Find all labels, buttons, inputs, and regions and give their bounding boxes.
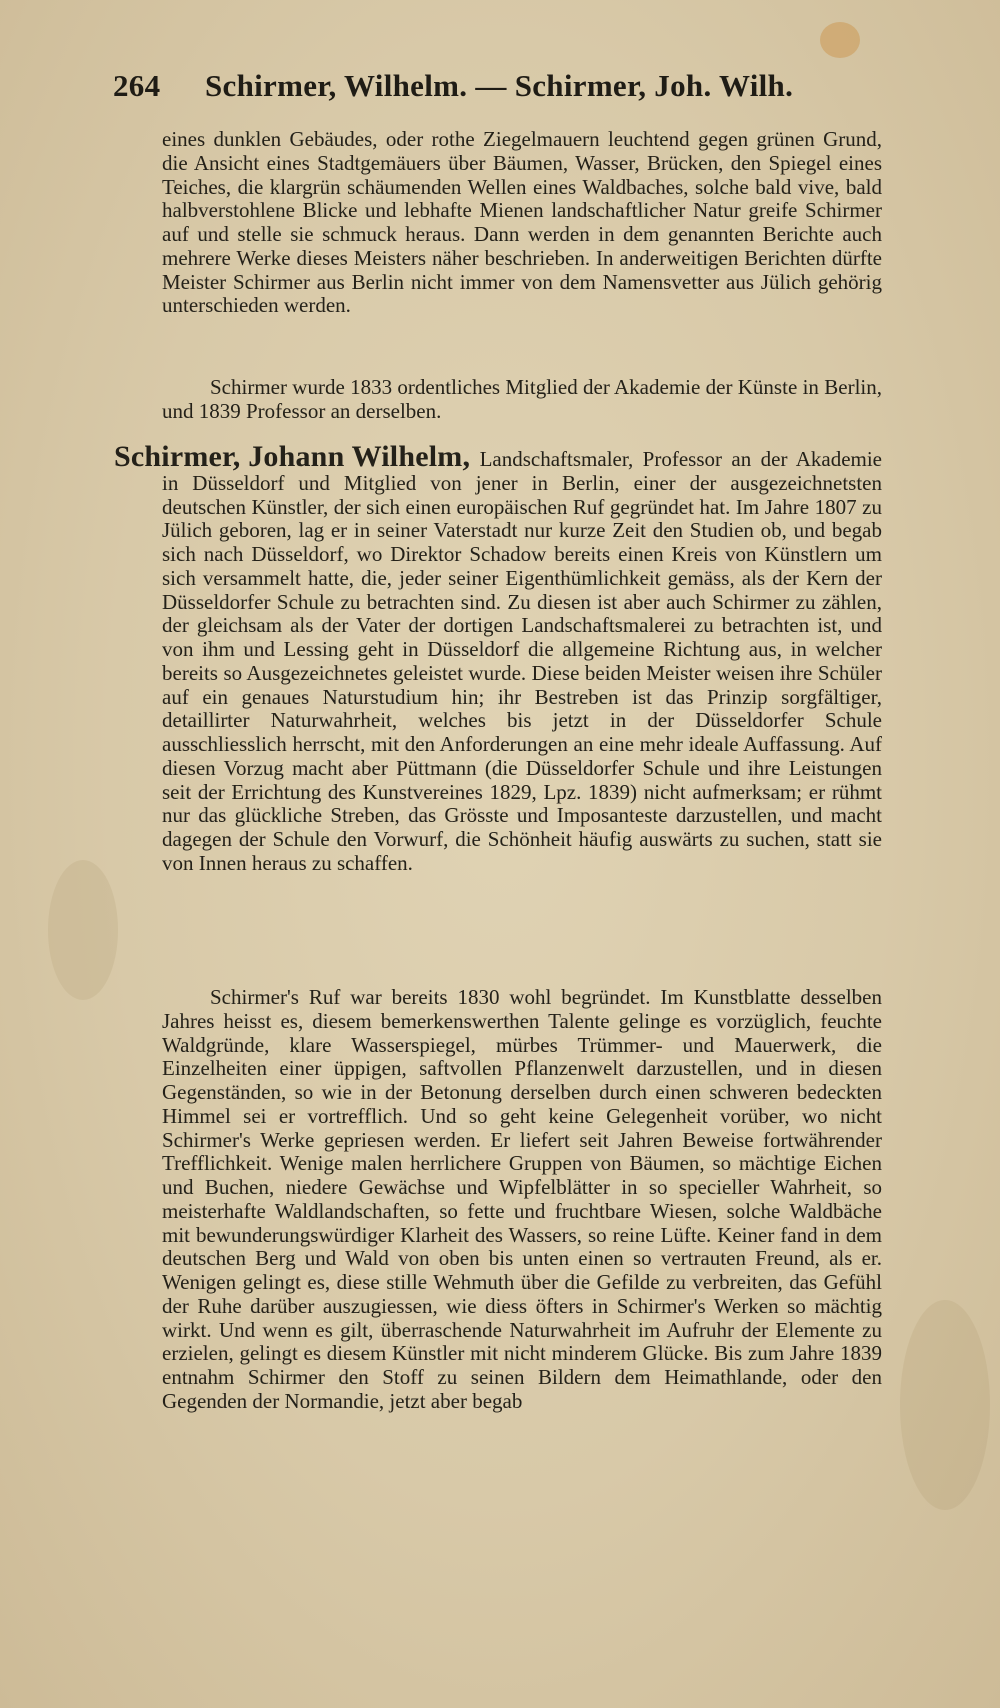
page-number: 264	[113, 68, 161, 103]
entry-headword: Schirmer, Johann Wilhelm,	[114, 440, 471, 473]
membership-paragraph: Schirmer wurde 1833 ordentliches Mitglied der Akademie der Künste in Berlin, und 1839 Professor an derselben.	[162, 375, 882, 423]
reputation-paragraph: Schirmer's Ruf war bereits 1830 wohl begründet. Im Kunstblatte desselben Jahres heisst es, diesem bemerkenswerthen Talente gelinge es vorzüglich, feuchte Waldgründe, klare Wasserspiegel, mürbes Trümmer- und Mauerwerk, die Einzelheiten einer üppigen, saftvollen Pflanzenwelt darzustellen, und in diesen Gegenständen, so wie in der Betonung derselben durch einen schweren bedeckten Himmel sei er vortrefflich. Und so geht keine Gelegenheit vorüber, wo nicht Schirmer's Werke gepriesen werden. Er liefert seit Jahren Beweise fortwährender Trefflichkeit. Wenige malen herrlichere Gruppen von Bäumen, so mächtige Eichen und Buchen, niedere Gewächse und Wipfelblätter in so specieller Wahrheit, so meisterhafte Waldlandschaften, so fette und fruchtbare Wiesen, solche Waldbäche mit bewunderungswürdiger Klarheit des Wassers, so reine Lüfte. Keiner fand in dem deutschen Berg und Wald von oben bis unten einen so vertrauten Freund, als er. Wenigen gelingt es, diese stille Wehmuth über die Gefilde zu verbreiten, das Gefühl der Ruhe darüber auszugiessen, wie diess öfters in Schirmer's Werken so mächtig wirkt. Und wenn es gilt, überraschende Naturwahrheit im Aufruhr der Elemente zu erzielen, gelingt es diesem Künstler mit nicht minderem Glücke. Bis zum Jahre 1839 entnahm Schirmer den Stoff zu seinen Bildern dem Heimathlande, oder den Gegenden der Normandie, jetzt aber begab	[162, 985, 882, 1413]
paper-stain	[900, 1300, 990, 1510]
running-title: Schirmer, Wilhelm. — Schirmer, Joh. Wilh.	[205, 68, 794, 103]
paper-stain	[48, 860, 118, 1000]
entry-text: Landschaftsmaler, Professor an der Akademie in Düsseldorf und Mitglied von jener in Berlin, einer der ausgezeichnetsten deutschen Künstler, der sich einen europäischen Ruf gegründet hat. Im Jahre 1807 zu Jülich geboren, lag er in seiner Vaterstadt nur kurze Zeit den Studien ob, und begab sich nach Düsseldorf, wo Direktor Schadow bereits einen Kreis von Künstlern um sich versammelt hatte, die, jeder seiner Eigenthümlichkeit gemäss, als der Kern der Düsseldorfer Schule zu betrachten sind. Zu diesen ist aber auch Schirmer zu zählen, der gleichsam als der Vater der dortigen Landschaftsmalerei zu betrachten ist, und von ihm und Lessing geht in Düsseldorf die allgemeine Richtung aus, in welcher bereits so Ausgezeichnetes geleistet wurde. Diese beiden Meister weisen ihre Schüler auf ein genaues Naturstudium hin; ihr Bestreben ist das Prinzip sorgfältiger, detaillirter Naturwahrheit, welches bis jetzt in der Düsseldorfer Schule ausschliesslich herrscht, mit den Anforderungen an eine mehr ideale Auffassung. Auf diesen Vorzug macht aber Püttmann (die Düsseldorfer Schule und ihre Leistungen seit der Errichtung des Kunstvereines 1829, Lpz. 1839) nicht aufmerksam; er rühmt nur das glückliche Streben, das Grösste und Imposanteste darzustellen, und macht dagegen der Schule den Vorwurf, die Schönheit häufig auswärts zu suchen, statt sie von Innen heraus zu schaffen.	[162, 447, 883, 875]
running-header	[113, 68, 883, 108]
paper-stain	[820, 22, 860, 58]
dictionary-entry	[114, 440, 883, 876]
continued-paragraph: eines dunklen Gebäudes, oder rothe Ziegelmauern leuchtend gegen grünen Grund, die Ansicht eines Stadtgemäuers über Bäumen, Wasser, Brücken, den Spiegel eines Teiches, die klargrün schäumenden Wellen eines Waldbaches, solche bald vive, bald halbverstohlene Blicke und lebhafte Mienen landschaftlicher Natur greife Schirmer auf und stelle sie schmuck heraus. Dann werden in dem genannten Berichte auch mehrere Werke dieses Meisters näher beschrieben. In anderweitigen Berichten dürfte Meister Schirmer aus Berlin nicht immer von dem Namensvetter aus Jülich gehörig unterschieden werden.	[162, 127, 882, 318]
